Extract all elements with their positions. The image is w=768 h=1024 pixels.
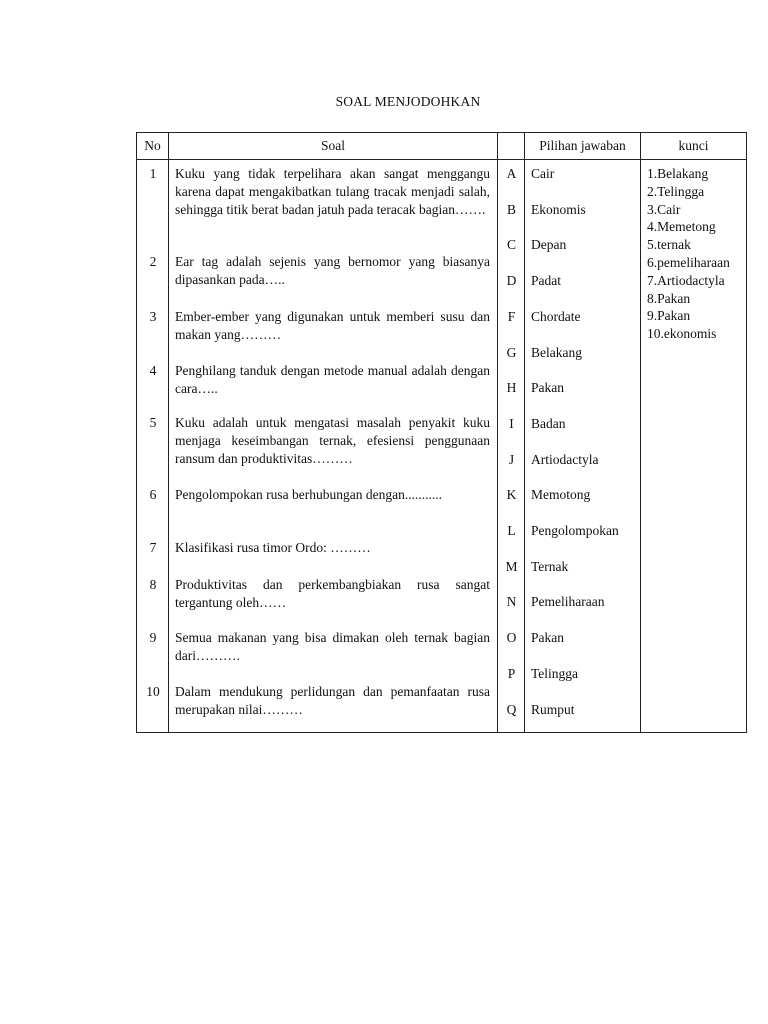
question-number: 10 [146,684,160,699]
header-pilihan-jawaban: Pilihan jawaban [525,133,641,160]
page-title: SOAL MENJODOHKAN [335,94,481,109]
option-letter: I [509,415,514,431]
option-letter: L [507,523,516,538]
option-letter: K [506,487,517,503]
header-soal: Soal [169,133,498,160]
question-number: 8 [149,577,157,592]
option-letter: D [506,273,517,289]
option-letter: Q [506,701,517,717]
answer-key-item: 5.ternak [647,237,691,253]
option-letter: M [505,558,518,574]
header-kunci: kunci [641,133,747,160]
header-letter [498,133,525,160]
answer-key-item: 9.Pakan [647,308,691,324]
question-text: Kuku adalah untuk mengatasi masalah penyakit kuku menjaga keseimbangan ternak, efesiensi penggunaan ransum dan produktivitas……… [175,415,490,466]
header-no: No [137,133,169,160]
option-text: Belakang [531,344,582,360]
option-letter: J [508,451,515,467]
option-text: Depan [531,237,567,253]
option-text: Pemeliharaan [531,594,605,610]
question-text: Ear tag adalah sejenis yang bernomor yang biasanya dipasankan pada….. [175,254,490,287]
key-column [641,160,747,733]
answer-key-list [641,160,746,343]
option-letter: F [507,308,516,324]
question-text: Penghilang tanduk dengan metode manual adalah dengan cara….. [175,363,490,396]
option-text: Cair [531,166,555,181]
question-text: Ember-ember yang digunakan untuk memberi susu dan makan yang……… [175,309,490,342]
answer-key-item: 2.Telingga [647,183,705,199]
answer-key-item: 6.pemeliharaan [647,254,730,270]
question-number: 5 [149,415,157,430]
question-number: 2 [149,254,157,269]
question-number: 3 [149,309,157,324]
option-letter: P [507,665,516,681]
question-text: Dalam mendukung perlidungan dan pemanfaatan rusa merupakan nilai……… [175,684,490,717]
question-text: Kuku yang tidak terpelihara akan sangat menggangu karena dapat mengakibatkan tulang tracak menjadi salah, sehingga titik berat badan jatuh pada teracak bagian……. [175,166,490,217]
answer-key-item: 1.Belakang [647,166,709,181]
option-text: Padat [531,273,561,289]
answer-key-item: 8.Pakan [647,290,691,306]
matching-table [136,132,746,731]
option-letter: A [506,166,517,181]
question-text: Produktivitas dan perkembangbiakan rusa sangat tergantung oleh…… [175,577,490,610]
option-column [525,160,641,733]
question-number: 7 [149,540,157,555]
question-number: 4 [149,363,157,378]
option-letter: C [506,237,516,253]
answer-key-item: 10.ekonomis [647,326,717,342]
question-number: 1 [149,166,157,181]
table-body-row [137,160,747,733]
answer-key-item: 3.Cair [647,201,681,217]
option-letter: G [506,344,517,360]
number-column [137,160,169,733]
option-text: Ekonomis [531,201,586,217]
option-text: Chordate [531,308,581,324]
question-text: Semua makanan yang bisa dimakan oleh ternak bagian dari………. [175,630,490,663]
question-text: Pengolompokan rusa berhubungan dengan........... [175,487,442,502]
answer-key-item: 7.Artiodactyla [647,272,725,288]
option-letter: O [506,630,517,646]
option-letter: N [506,594,517,610]
letter-column [498,160,525,733]
option-letter: H [506,380,517,396]
option-text: Artiodactyla [531,451,599,467]
option-letter: B [506,201,516,217]
answer-key-item: 4.Memetong [647,219,716,235]
option-text: Telingga [531,665,579,681]
question-number: 6 [149,487,157,502]
table-header-row [137,133,747,160]
option-text: Memotong [531,487,591,503]
question-text: Klasifikasi rusa timor Ordo: ……… [175,540,371,555]
option-text: Ternak [531,558,569,574]
option-text: Pakan [531,630,564,646]
question-column [169,160,498,733]
option-text: Rumput [531,701,575,717]
question-number: 9 [149,630,157,645]
option-text: Badan [531,415,566,431]
option-text: Pakan [531,380,564,396]
option-text: Pengolompokan [531,523,619,538]
